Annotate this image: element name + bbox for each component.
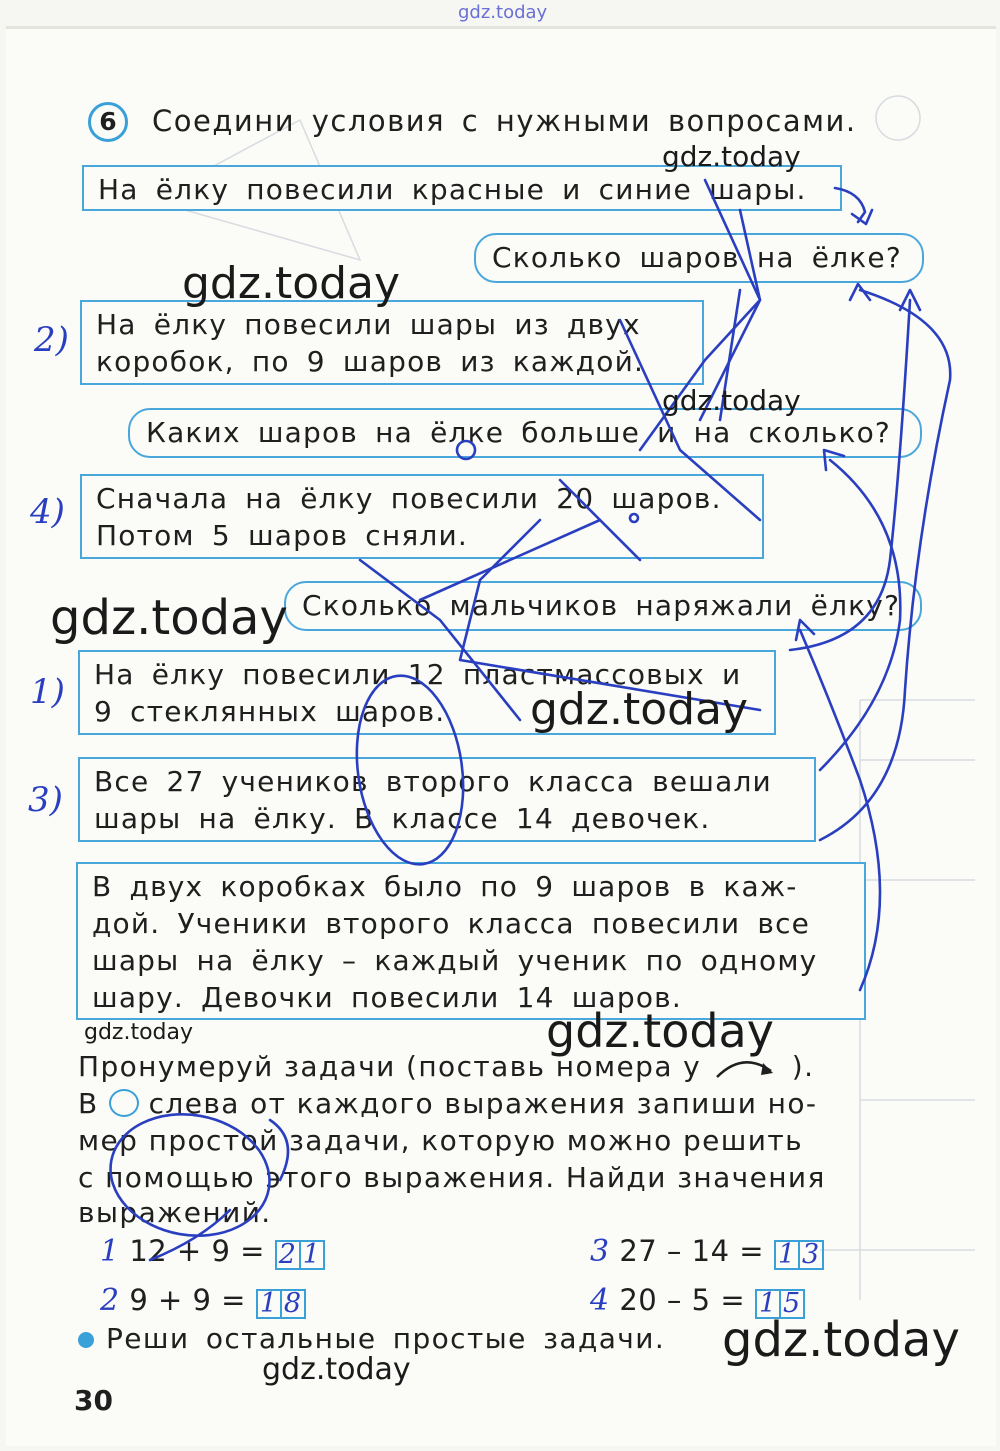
- answer-cells: [256, 1284, 304, 1320]
- watermark: gdz.today: [262, 1352, 411, 1387]
- watermark: gdz.today: [182, 258, 401, 309]
- instruction-line: выражений.: [78, 1196, 272, 1229]
- answer-digit[interactable]: 8: [280, 1289, 306, 1319]
- condition-box-3: [80, 474, 764, 559]
- condition-text-line: дой. Ученики второго класса повесили все: [92, 907, 811, 940]
- expression-text: 9 + 9 =: [129, 1283, 246, 1317]
- condition-text-line: Сначала на ёлку повесили 20 шаров.: [96, 482, 722, 515]
- instruction-line: с помощью этого выражения. Найди значения: [78, 1161, 826, 1194]
- question-box-2: [128, 408, 922, 458]
- question-text: Сколько мальчиков наряжали ёлку?: [302, 589, 901, 622]
- instruction-text: Пронумеруй задачи (поставь номера у: [78, 1050, 702, 1083]
- answer-digit[interactable]: 1: [774, 1240, 800, 1270]
- bullet-icon: [78, 1332, 94, 1348]
- watermark: gdz.today: [50, 590, 288, 646]
- circle-icon: [109, 1089, 139, 1117]
- watermark: gdz.today: [722, 1312, 960, 1368]
- handwritten-number: 2): [34, 320, 69, 360]
- expression-text: 27 – 14 =: [619, 1234, 765, 1268]
- question-text: Каких шаров на ёлке больше и на сколько?: [146, 416, 891, 449]
- condition-box-5: [78, 757, 816, 842]
- condition-text-line: коробок, по 9 шаров из каждой.: [96, 345, 645, 378]
- expression-text: 20 – 5 =: [619, 1283, 746, 1317]
- watermark: gdz.today: [84, 1020, 194, 1045]
- condition-text-line: На ёлку повесили шары из двух: [96, 308, 641, 341]
- condition-text: На ёлку повесили красные и синие шары.: [98, 173, 807, 206]
- answer-cells: [275, 1235, 323, 1271]
- condition-text-line: 9 стеклянных шаров.: [94, 695, 446, 728]
- expression-marker: 1: [100, 1234, 120, 1269]
- expression-text: 12 + 9 =: [129, 1234, 265, 1268]
- answer-digit[interactable]: 5: [779, 1289, 805, 1319]
- handwritten-number: 4): [30, 492, 65, 532]
- handwritten-number: 1): [30, 672, 65, 712]
- watermark: gdz.today: [546, 1004, 774, 1058]
- page-number: 30: [74, 1384, 113, 1417]
- instruction-line: [78, 1085, 817, 1122]
- condition-box-2: [80, 300, 704, 385]
- answer-digit[interactable]: 3: [798, 1240, 824, 1270]
- question-box-3: [284, 581, 922, 631]
- condition-text-line: В двух коробках было по 9 шаров в каж-: [92, 870, 798, 903]
- condition-text-line: шару. Девочки повесили 14 шаров.: [92, 981, 682, 1014]
- expression-row: [100, 1282, 304, 1320]
- instruction-text: ).: [791, 1050, 815, 1083]
- expression-row: [100, 1233, 323, 1271]
- answer-cells: [774, 1235, 822, 1271]
- condition-text-line: Все 27 учеников второго класса вешали: [94, 765, 772, 798]
- answer-digit[interactable]: 1: [755, 1289, 781, 1319]
- condition-text-line: шары на ёлку – каждый ученик по одному: [92, 944, 818, 977]
- condition-text-line: Потом 5 шаров сняли.: [96, 519, 468, 552]
- bullet-text: Реши остальные простые задачи.: [106, 1322, 666, 1355]
- instruction-line: мер простой задачи, которую можно решить: [78, 1124, 804, 1157]
- expression-row: [590, 1233, 822, 1271]
- answer-digit[interactable]: 1: [256, 1289, 282, 1319]
- condition-box-6: [76, 862, 866, 1020]
- question-text: Сколько шаров на ёлке?: [492, 241, 902, 274]
- condition-text-line: шары на ёлку. В классе 14 девочек.: [94, 802, 711, 835]
- condition-text-line: На ёлку повесили 12 пластмассовых и: [94, 658, 742, 691]
- expression-marker: 2: [100, 1283, 120, 1318]
- top-watermark: gdz.today: [458, 2, 548, 23]
- handwritten-number: 3): [28, 780, 63, 820]
- question-box-1: [474, 233, 924, 283]
- expression-marker: 4: [590, 1283, 610, 1318]
- instruction-text: слева от каждого выражения запиши но-: [148, 1087, 818, 1120]
- watermark: gdz.today: [662, 140, 801, 173]
- task-number-badge: 6: [88, 102, 128, 142]
- task-title: Соедини условия с нужными вопросами.: [152, 104, 857, 138]
- expression-marker: 3: [590, 1234, 610, 1269]
- watermark: gdz.today: [662, 384, 801, 417]
- answer-digit[interactable]: 2: [275, 1240, 301, 1270]
- watermark: gdz.today: [530, 684, 749, 735]
- instruction-text: В: [78, 1087, 99, 1120]
- answer-digit[interactable]: 1: [299, 1240, 325, 1270]
